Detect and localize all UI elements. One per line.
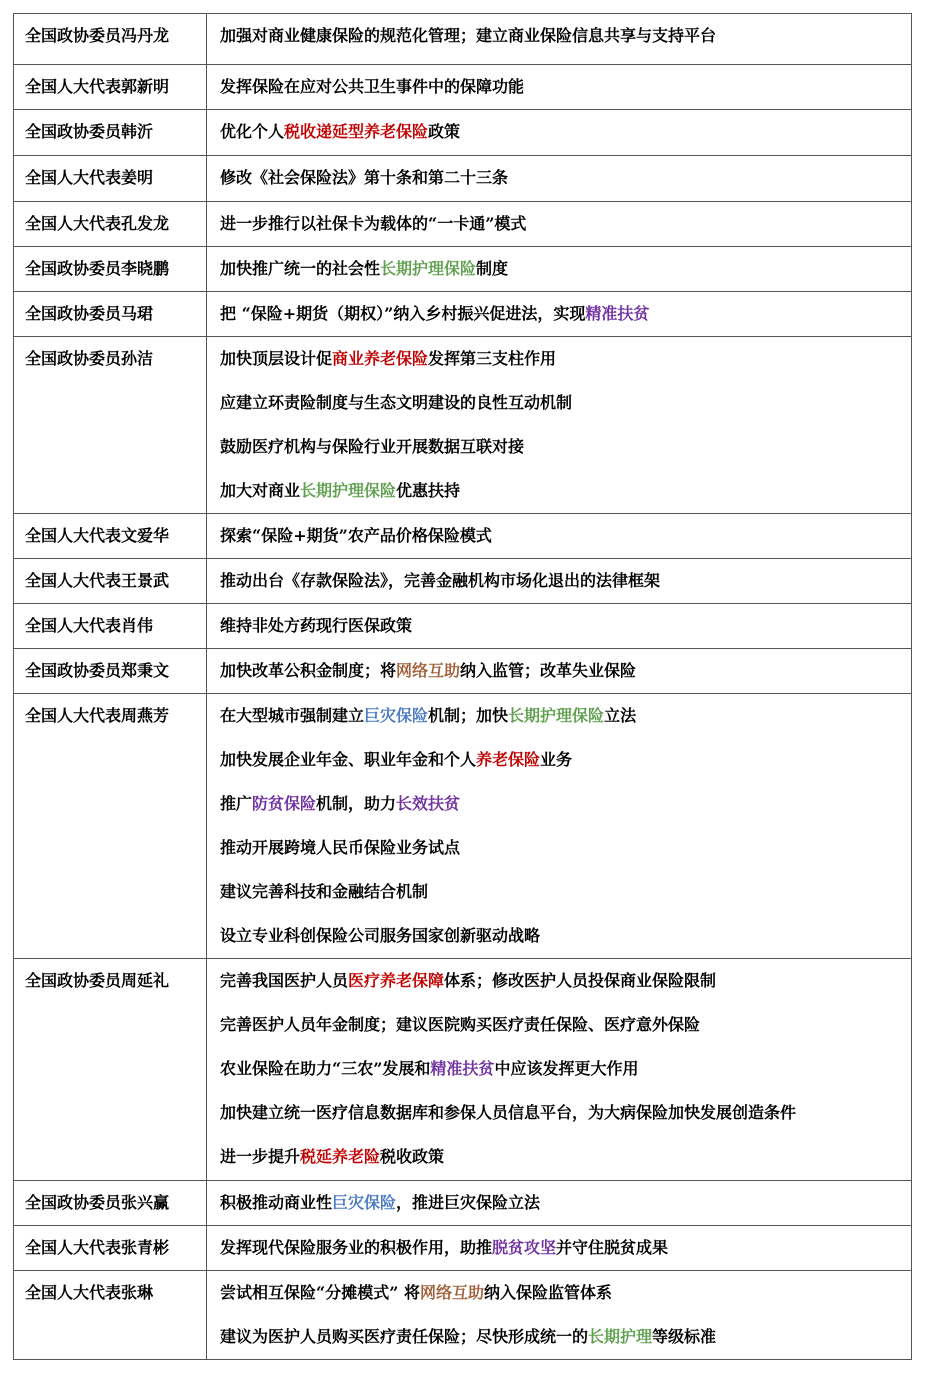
proposal-text: 修改《社会保险法》第十条和第二十三条 — [220, 168, 509, 187]
proposal-text: 加快推广统一的社会性 — [220, 259, 381, 278]
proposal-item — [220, 959, 911, 1003]
delegate-name-cell — [14, 247, 207, 292]
highlighted-keyword: 精准扶贫 — [430, 1059, 495, 1078]
proposal-text: 税收政策 — [380, 1147, 445, 1166]
proposal-item — [220, 1181, 911, 1225]
delegate-name: 全国政协委员张兴赢 — [25, 1193, 170, 1212]
proposal-item — [220, 914, 911, 958]
proposal-text: 加快建立统一医疗信息数据库和参保人员信息平台，为大病保险加快发展创造条件 — [220, 1103, 797, 1122]
proposal-item — [220, 202, 911, 246]
highlighted-keyword: 医疗养老保障 — [348, 971, 445, 990]
proposal-text: 建议完善科技和金融结合机制 — [220, 882, 429, 901]
proposal-text: 业务 — [540, 750, 573, 769]
proposal-item — [220, 514, 911, 558]
table-row — [14, 202, 912, 247]
proposal-text: 进一步提升 — [220, 1147, 301, 1166]
proposal-cell — [207, 110, 912, 156]
proposal-item — [220, 469, 911, 513]
highlighted-keyword: 养老保险 — [476, 750, 541, 769]
delegate-name-cell — [14, 110, 207, 156]
proposal-text: 发挥保险在应对公共卫生事件中的保障功能 — [220, 77, 525, 96]
proposal-text: 政策 — [428, 122, 461, 141]
proposal-text: 并守住脱贫成果 — [556, 1238, 669, 1257]
delegate-name-cell — [14, 14, 207, 65]
proposal-text: 完善我国医护人员 — [220, 971, 349, 990]
proposal-cell — [207, 649, 912, 694]
proposals-table-body — [14, 14, 912, 1360]
delegate-name: 全国人大代表文爱华 — [25, 526, 170, 545]
proposal-text: 发挥现代保险服务业的积极作用，助推 — [220, 1238, 493, 1257]
highlighted-keyword: 商业养老保险 — [332, 349, 429, 368]
delegate-name: 全国人大代表郭新明 — [25, 77, 170, 96]
proposal-text: 鼓励医疗机构与保险行业开展数据互联对接 — [220, 437, 525, 456]
proposal-text: 农业保险在助力“三农”发展和 — [220, 1059, 431, 1078]
delegate-name-cell — [14, 202, 207, 247]
highlighted-keyword: 巨灾保险 — [332, 1193, 397, 1212]
delegate-name-cell — [14, 337, 207, 514]
proposal-text: 完善医护人员年金制度；建议医院购买医疗责任保险、医疗意外保险 — [220, 1015, 701, 1034]
proposal-item — [220, 1091, 911, 1135]
delegate-name-cell — [14, 959, 207, 1181]
table-row — [14, 959, 912, 1181]
proposal-text: 维持非处方药现行医保政策 — [220, 616, 413, 635]
highlighted-keyword: 精准扶贫 — [585, 304, 650, 323]
proposal-item — [220, 738, 911, 782]
proposal-text: 设立专业科创保险公司服务国家创新驱动战略 — [220, 926, 541, 945]
proposal-cell — [207, 1271, 912, 1360]
delegate-name: 全国人大代表张琳 — [25, 1283, 154, 1302]
table-row — [14, 247, 912, 292]
highlighted-keyword: 网络互助 — [396, 661, 461, 680]
delegate-name: 全国人大代表王景武 — [25, 571, 170, 590]
proposal-text: 在大型城市强制建立 — [220, 706, 365, 725]
proposal-text: 纳入保险监管体系 — [484, 1283, 613, 1302]
delegate-name: 全国人大代表孔发龙 — [25, 214, 170, 233]
highlighted-keyword: 长期护理 — [588, 1327, 653, 1346]
delegate-name: 全国人大代表肖伟 — [25, 616, 154, 635]
delegate-name-cell — [14, 694, 207, 959]
delegate-name: 全国政协委员李晓鹏 — [25, 259, 170, 278]
delegate-name: 全国政协委员韩沂 — [25, 122, 154, 141]
proposal-text: 立法 — [604, 706, 637, 725]
delegate-name-cell — [14, 1181, 207, 1226]
proposal-item — [220, 1315, 911, 1359]
delegate-name-cell — [14, 604, 207, 649]
proposal-text: 推动出台《存款保险法》，完善金融机构市场化退出的法律框架 — [220, 571, 661, 590]
proposal-text: 纳入监管；改革失业保险 — [460, 661, 637, 680]
table-row — [14, 337, 912, 514]
delegate-name-cell — [14, 559, 207, 604]
proposal-item — [220, 649, 911, 693]
delegate-name: 全国人大代表姜明 — [25, 168, 154, 187]
delegate-name-cell — [14, 1226, 207, 1271]
proposal-cell — [207, 1226, 912, 1271]
table-row — [14, 292, 912, 337]
proposal-text: 探索“保险+期货”农产品价格保险模式 — [220, 526, 492, 545]
proposal-text: 发挥第三支柱作用 — [428, 349, 557, 368]
highlighted-keyword: 长效扶贫 — [396, 794, 461, 813]
delegate-name-cell — [14, 292, 207, 337]
proposal-item — [220, 559, 911, 603]
proposal-item — [220, 110, 911, 154]
proposal-cell — [207, 337, 912, 514]
proposal-cell — [207, 959, 912, 1181]
highlighted-keyword: 长期护理保险 — [380, 259, 477, 278]
table-row — [14, 1181, 912, 1226]
delegate-name-cell — [14, 1271, 207, 1360]
table-row — [14, 649, 912, 694]
delegate-name: 全国人大代表张青彬 — [25, 1238, 170, 1257]
highlighted-keyword: 脱贫攻坚 — [492, 1238, 557, 1257]
table-row — [14, 514, 912, 559]
delegate-name: 全国政协委员周延礼 — [25, 971, 170, 990]
proposal-text: 优惠扶持 — [396, 481, 461, 500]
highlighted-keyword: 税延养老险 — [300, 1147, 381, 1166]
proposal-cell — [207, 292, 912, 337]
proposal-item — [220, 381, 911, 425]
proposal-text: 加快顶层设计促 — [220, 349, 333, 368]
proposal-cell — [207, 694, 912, 959]
proposal-cell — [207, 202, 912, 247]
delegate-name: 全国政协委员孙洁 — [25, 349, 154, 368]
table-row — [14, 1271, 912, 1360]
highlighted-keyword: 长期护理保险 — [300, 481, 397, 500]
proposal-item — [220, 292, 911, 336]
table-row — [14, 604, 912, 649]
delegate-name-cell — [14, 156, 207, 202]
delegate-name-cell — [14, 514, 207, 559]
proposal-item — [220, 425, 911, 469]
delegate-name: 全国政协委员冯丹龙 — [25, 26, 170, 45]
proposal-text: 加强对商业健康保险的规范化管理；建立商业保险信息共享与支持平台 — [220, 26, 717, 45]
table-row — [14, 110, 912, 156]
proposal-text: 机制；加快 — [428, 706, 509, 725]
proposal-text: 推广 — [220, 794, 253, 813]
proposal-text: 加快改革公积金制度；将 — [220, 661, 397, 680]
proposal-item — [220, 156, 911, 200]
proposal-cell — [207, 1181, 912, 1226]
highlighted-keyword: 防贫保险 — [252, 794, 317, 813]
proposal-text: 制度 — [476, 259, 509, 278]
table-row — [14, 1226, 912, 1271]
delegate-name-cell — [14, 65, 207, 110]
proposal-item — [220, 337, 911, 381]
proposal-text: 优化个人 — [220, 122, 285, 141]
table-row — [14, 65, 912, 110]
proposal-item — [220, 782, 911, 826]
proposal-text: 进一步推行以社保卡为载体的“一卡通”模式 — [220, 214, 527, 233]
delegate-name: 全国政协委员郑秉文 — [25, 661, 170, 680]
proposal-text: 积极推动商业性 — [220, 1193, 333, 1212]
proposal-item — [220, 65, 911, 109]
proposal-cell — [207, 247, 912, 292]
highlighted-keyword: 税收递延型养老保险 — [284, 122, 429, 141]
proposal-cell — [207, 14, 912, 65]
proposal-item — [220, 1003, 911, 1047]
delegate-name: 全国政协委员马珺 — [25, 304, 154, 323]
proposal-item — [220, 694, 911, 738]
proposal-text: 尝试相互保险“分摊模式” 将 — [220, 1283, 420, 1302]
proposal-cell — [207, 514, 912, 559]
proposal-cell — [207, 156, 912, 202]
proposal-text: 推动开展跨境人民币保险业务试点 — [220, 838, 461, 857]
delegate-name-cell — [14, 649, 207, 694]
proposal-text: 把 “保险+期货（期权）”纳入乡村振兴促进法，实现 — [220, 304, 586, 323]
proposal-item — [220, 1271, 911, 1315]
proposal-item — [220, 1047, 911, 1091]
table-row — [14, 14, 912, 65]
proposal-cell — [207, 65, 912, 110]
proposal-text: 加快发展企业年金、职业年金和个人 — [220, 750, 477, 769]
proposal-cell — [207, 559, 912, 604]
proposal-item — [220, 14, 911, 58]
proposal-item — [220, 826, 911, 870]
proposal-cell — [207, 604, 912, 649]
proposal-text: 建议为医护人员购买医疗责任保险；尽快形成统一的 — [220, 1327, 589, 1346]
proposal-text: 加大对商业 — [220, 481, 301, 500]
highlighted-keyword: 长期护理保险 — [508, 706, 605, 725]
proposals-table — [13, 13, 912, 1360]
proposal-item — [220, 1135, 911, 1179]
table-row — [14, 156, 912, 202]
proposal-text: ，推进巨灾保险立法 — [396, 1193, 541, 1212]
proposal-item — [220, 604, 911, 648]
proposal-text: 体系；修改医护人员投保商业保险限制 — [444, 971, 717, 990]
table-row — [14, 559, 912, 604]
proposal-item — [220, 1226, 911, 1270]
proposal-item — [220, 870, 911, 914]
highlighted-keyword: 网络互助 — [419, 1283, 484, 1302]
proposal-text: 中应该发挥更大作用 — [494, 1059, 639, 1078]
delegate-name: 全国人大代表周燕芳 — [25, 706, 170, 725]
proposal-text: 机制，助力 — [316, 794, 397, 813]
proposal-item — [220, 247, 911, 291]
proposal-text: 应建立环责险制度与生态文明建设的良性互动机制 — [220, 393, 573, 412]
table-row — [14, 694, 912, 959]
proposal-text: 等级标准 — [652, 1327, 717, 1346]
highlighted-keyword: 巨灾保险 — [364, 706, 429, 725]
